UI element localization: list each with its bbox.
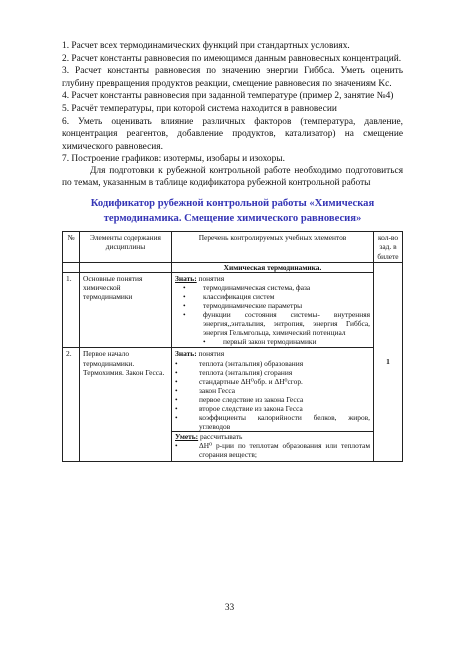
section-row	[63, 262, 403, 272]
list-item: • коэффициенты калорийности белков, жиров, углеводов	[199, 413, 370, 431]
list-item: • закон Гесса	[199, 386, 370, 395]
header-elements: Элементы содержания дисциплины	[80, 232, 172, 262]
task-item: 5. Расчёт температуры, при которой система находится в равновесии	[62, 103, 337, 114]
page-number: 33	[224, 603, 235, 613]
list-item: • ΔH⁰ р-ции по теплотам образования или теплотам сгорания веществ;	[199, 441, 370, 459]
list-item: • первое следствие из закона Гесса	[199, 395, 370, 404]
task-item: 2. Расчет константы равновесия по имеющимся данным равновесных концентраций.	[62, 53, 402, 64]
task-item: 1. Расчет всех термодинамических функций при стандартных условиях.	[62, 41, 350, 51]
row-element: Первое начало термодинамики. Термохимия. Закон Гесса.	[80, 348, 172, 461]
header-count: кол-во зад. в билете	[374, 232, 403, 262]
list-item: • теплота (энтальпия) образования	[199, 359, 370, 368]
document-page	[62, 40, 403, 462]
skills-block	[172, 431, 373, 459]
task-list	[62, 40, 403, 166]
codifier-title: Кодификатор рубежной контрольной работы «Химическая термодинамика. Смещение химического равновесия»	[90, 198, 375, 224]
count-cell	[374, 262, 403, 461]
list-item: • первый закон термодинамики	[223, 337, 370, 346]
row-num: 2.	[63, 348, 80, 461]
know-rest: понятия	[196, 349, 225, 359]
intro-paragraph: Для подготовки к рубежной контрольной работе необходимо подготовиться по темам, указанным в таблице кодификатора рубежной контрольной работы	[62, 165, 403, 188]
list-item: • теплота (энтальпия) сгорания	[199, 368, 370, 377]
can-rest: рассчитывать	[198, 432, 243, 442]
task-item: 6. Уметь оценивать влияние различных факторов (температура, давление, концентрация реагентов, добавление продуктов, катализатор) на смещение химического равновесия.	[62, 116, 403, 152]
header-num: №	[63, 232, 80, 262]
table-header-row	[63, 232, 403, 262]
row-num: 1.	[63, 272, 80, 348]
section-title: Химическая термодинамика.	[172, 262, 374, 272]
list-item: • термодинамическая система, фаза	[203, 283, 370, 292]
table-row	[63, 348, 403, 461]
know-list	[175, 283, 370, 338]
can-label: Уметь:	[175, 432, 199, 442]
know-list-last	[175, 337, 370, 346]
know-label: Знать:	[175, 273, 197, 283]
row-content	[172, 348, 374, 461]
row-content	[172, 272, 374, 348]
list-item: • функции состояния системы- внутренняя энергия,,энтальпия, энтропия, энергия Гиббса, энергия Гельмгольца, химический потенциал	[203, 310, 370, 337]
count-value: 1	[386, 357, 390, 367]
list-item: • классификация систем	[203, 292, 370, 301]
know-label: Знать:	[175, 349, 197, 359]
list-item: • стандартные ΔH⁰обр. и ΔH⁰сгор.	[199, 377, 370, 386]
task-item: 7. Построение графиков: изотермы, изобары и изохоры.	[62, 154, 285, 165]
codifier-table	[62, 231, 403, 461]
can-list	[175, 441, 370, 459]
table-row	[63, 272, 403, 348]
row-element: Основные понятия химической термодинамики	[80, 272, 172, 348]
know-list	[175, 359, 370, 432]
task-item: 4. Расчет константы равновесия при заданной температуре (пример 2, занятие №4)	[62, 91, 394, 102]
know-rest: понятия	[196, 273, 225, 283]
header-list: Перечень контролируемых учебных элементов	[172, 232, 374, 262]
list-item: • термодинамические параметры	[203, 301, 370, 310]
list-item: • второе следствие из закона Гесса	[199, 404, 370, 413]
task-item: 3. Расчет константы равновесия по значению энергии Гиббса. Уметь оценить глубину превращения продуктов реакции, смещение равновесия по значениям Kc.	[62, 66, 403, 89]
